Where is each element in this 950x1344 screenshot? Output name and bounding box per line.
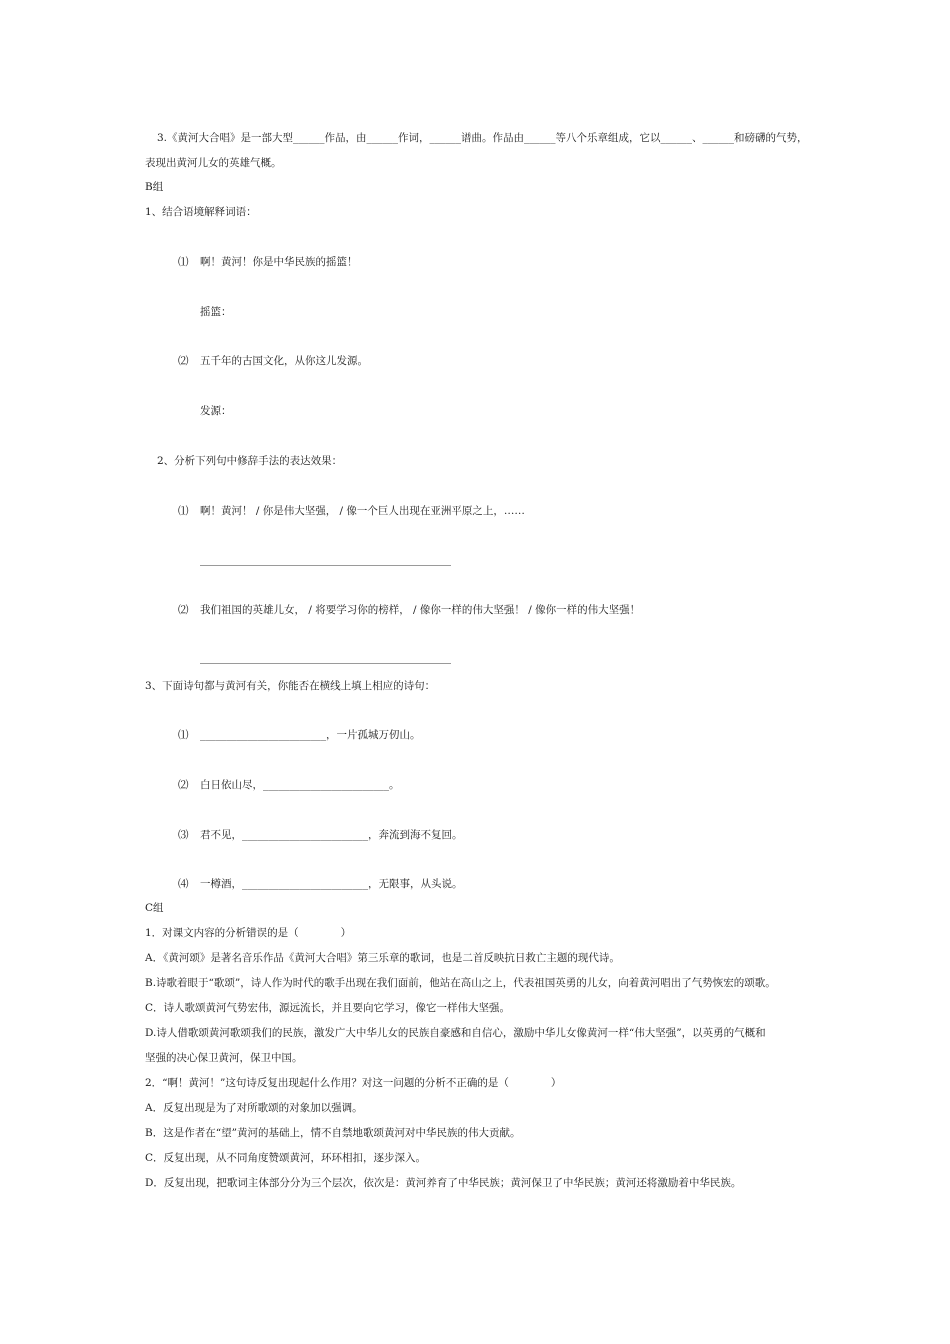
c-q2-stem: 2．“啊！黄河！”这句诗反复出现起什么作用？对这一问题的分析不正确的是（ ） bbox=[145, 1077, 562, 1089]
b-q3-item1-num: ⑴ bbox=[178, 729, 189, 741]
b-q3-item2-text: 白日依山尽，________________________。 bbox=[200, 779, 400, 791]
b-q2-item2-num: ⑵ bbox=[178, 604, 189, 616]
c-q2-option-b: B．这是作者在“望”黄河的基础上，情不自禁地歌颂黄河对中华民族的伟大贡献。 bbox=[145, 1127, 521, 1139]
a-q3-line1: 3.《黄河大合唱》是一部大型______作品，由______作词，______谱曲。作品由______等八个乐章组成，它以______、______和磅礴的气势， bbox=[157, 132, 808, 144]
b-q3-item3-text: 君不见，________________________，奔流到海不复回。 bbox=[200, 829, 463, 841]
b-q1-item1-num: ⑴ bbox=[178, 256, 189, 268]
c-q2-option-a: A．反复出现是为了对所歌颂的对象加以强调。 bbox=[145, 1102, 363, 1114]
c-q2-option-d: D．反复出现，把歌词主体部分分为三个层次，依次是：黄河养育了中华民族；黄河保卫了中华民族；黄河还将激励着中华民族。 bbox=[145, 1177, 742, 1189]
c-q1-option-d-line2: 坚强的决心保卫黄河，保卫中国。 bbox=[145, 1052, 303, 1064]
c-q1-option-c: C．诗人歌颂黄河气势宏伟，源远流长，并且要向它学习，像它一样伟大坚强。 bbox=[145, 1002, 511, 1014]
b-q2-item2-text: 我们祖国的英雄儿女， / 将要学习你的榜样， / 像你一样的伟大坚强！ / 像你一样的伟大坚强！ bbox=[200, 604, 641, 616]
c-q1-option-a: A．《黄河颂》是著名音乐作品《黄河大合唱》第三乐章的歌词，也是二首反映抗日救亡主题的现代诗。 bbox=[145, 952, 620, 964]
b-q1-item1-answer-label: 摇篮： bbox=[200, 306, 232, 318]
b-q3-item4-num: ⑷ bbox=[178, 878, 189, 890]
b-q3-item1-text: ________________________，一片孤城万仞山。 bbox=[200, 729, 421, 741]
c-q2-option-c: C．反复出现，从不同角度赞颂黄河，环环相扣，逐步深入。 bbox=[145, 1152, 427, 1164]
section-heading-c: C组 bbox=[145, 902, 164, 914]
a-q3-line2: 表现出黄河儿女的英雄气概。 bbox=[145, 157, 282, 169]
section-heading-b: B组 bbox=[145, 181, 164, 193]
c-q1-option-d-line1: D.诗人借歌颂黄河歌颂我们的民族，激发广大中华儿女的民族自豪感和自信心，激励中华儿女像黄河一样“伟大坚强”，以英勇的气概和 bbox=[145, 1027, 766, 1039]
b-q1-item2-num: ⑵ bbox=[178, 355, 189, 367]
b-q2-item1-answer-line bbox=[200, 565, 451, 566]
b-q2-item1-num: ⑴ bbox=[178, 505, 189, 517]
b-q3-item2-num: ⑵ bbox=[178, 779, 189, 791]
b-q2-item2-answer-line bbox=[200, 663, 451, 664]
b-q1-item2-answer-label: 发源： bbox=[200, 405, 232, 417]
c-q1-stem: 1．对课文内容的分析错误的是（ ） bbox=[145, 927, 352, 939]
c-q1-option-b: B.诗歌着眼于“歌颂”，诗人作为时代的歌手出现在我们面前，他站在高山之上，代表祖国英勇的儿女，向着黄河唱出了气势恢宏的颂歌。 bbox=[145, 977, 776, 989]
b-q1-title: 1、结合语境解释词语： bbox=[145, 206, 257, 218]
b-q1-item2-text: 五千年的古国文化，从你这儿发源。 bbox=[200, 355, 368, 367]
b-q1-item1-text: 啊！黄河！你是中华民族的摇篮！ bbox=[200, 256, 358, 268]
b-q3-title: 3、下面诗句都与黄河有关，你能否在横线上填上相应的诗句： bbox=[145, 680, 436, 692]
b-q2-title: 2、分析下列句中修辞手法的表达效果： bbox=[157, 455, 343, 467]
b-q3-item3-num: ⑶ bbox=[178, 829, 189, 841]
b-q2-item1-text: 啊！黄河！ / 你是伟大坚强， / 像一个巨人出现在亚洲平原之上，…… bbox=[200, 505, 525, 517]
b-q3-item4-text: 一樽酒，________________________，无限事，从头说。 bbox=[200, 878, 463, 890]
